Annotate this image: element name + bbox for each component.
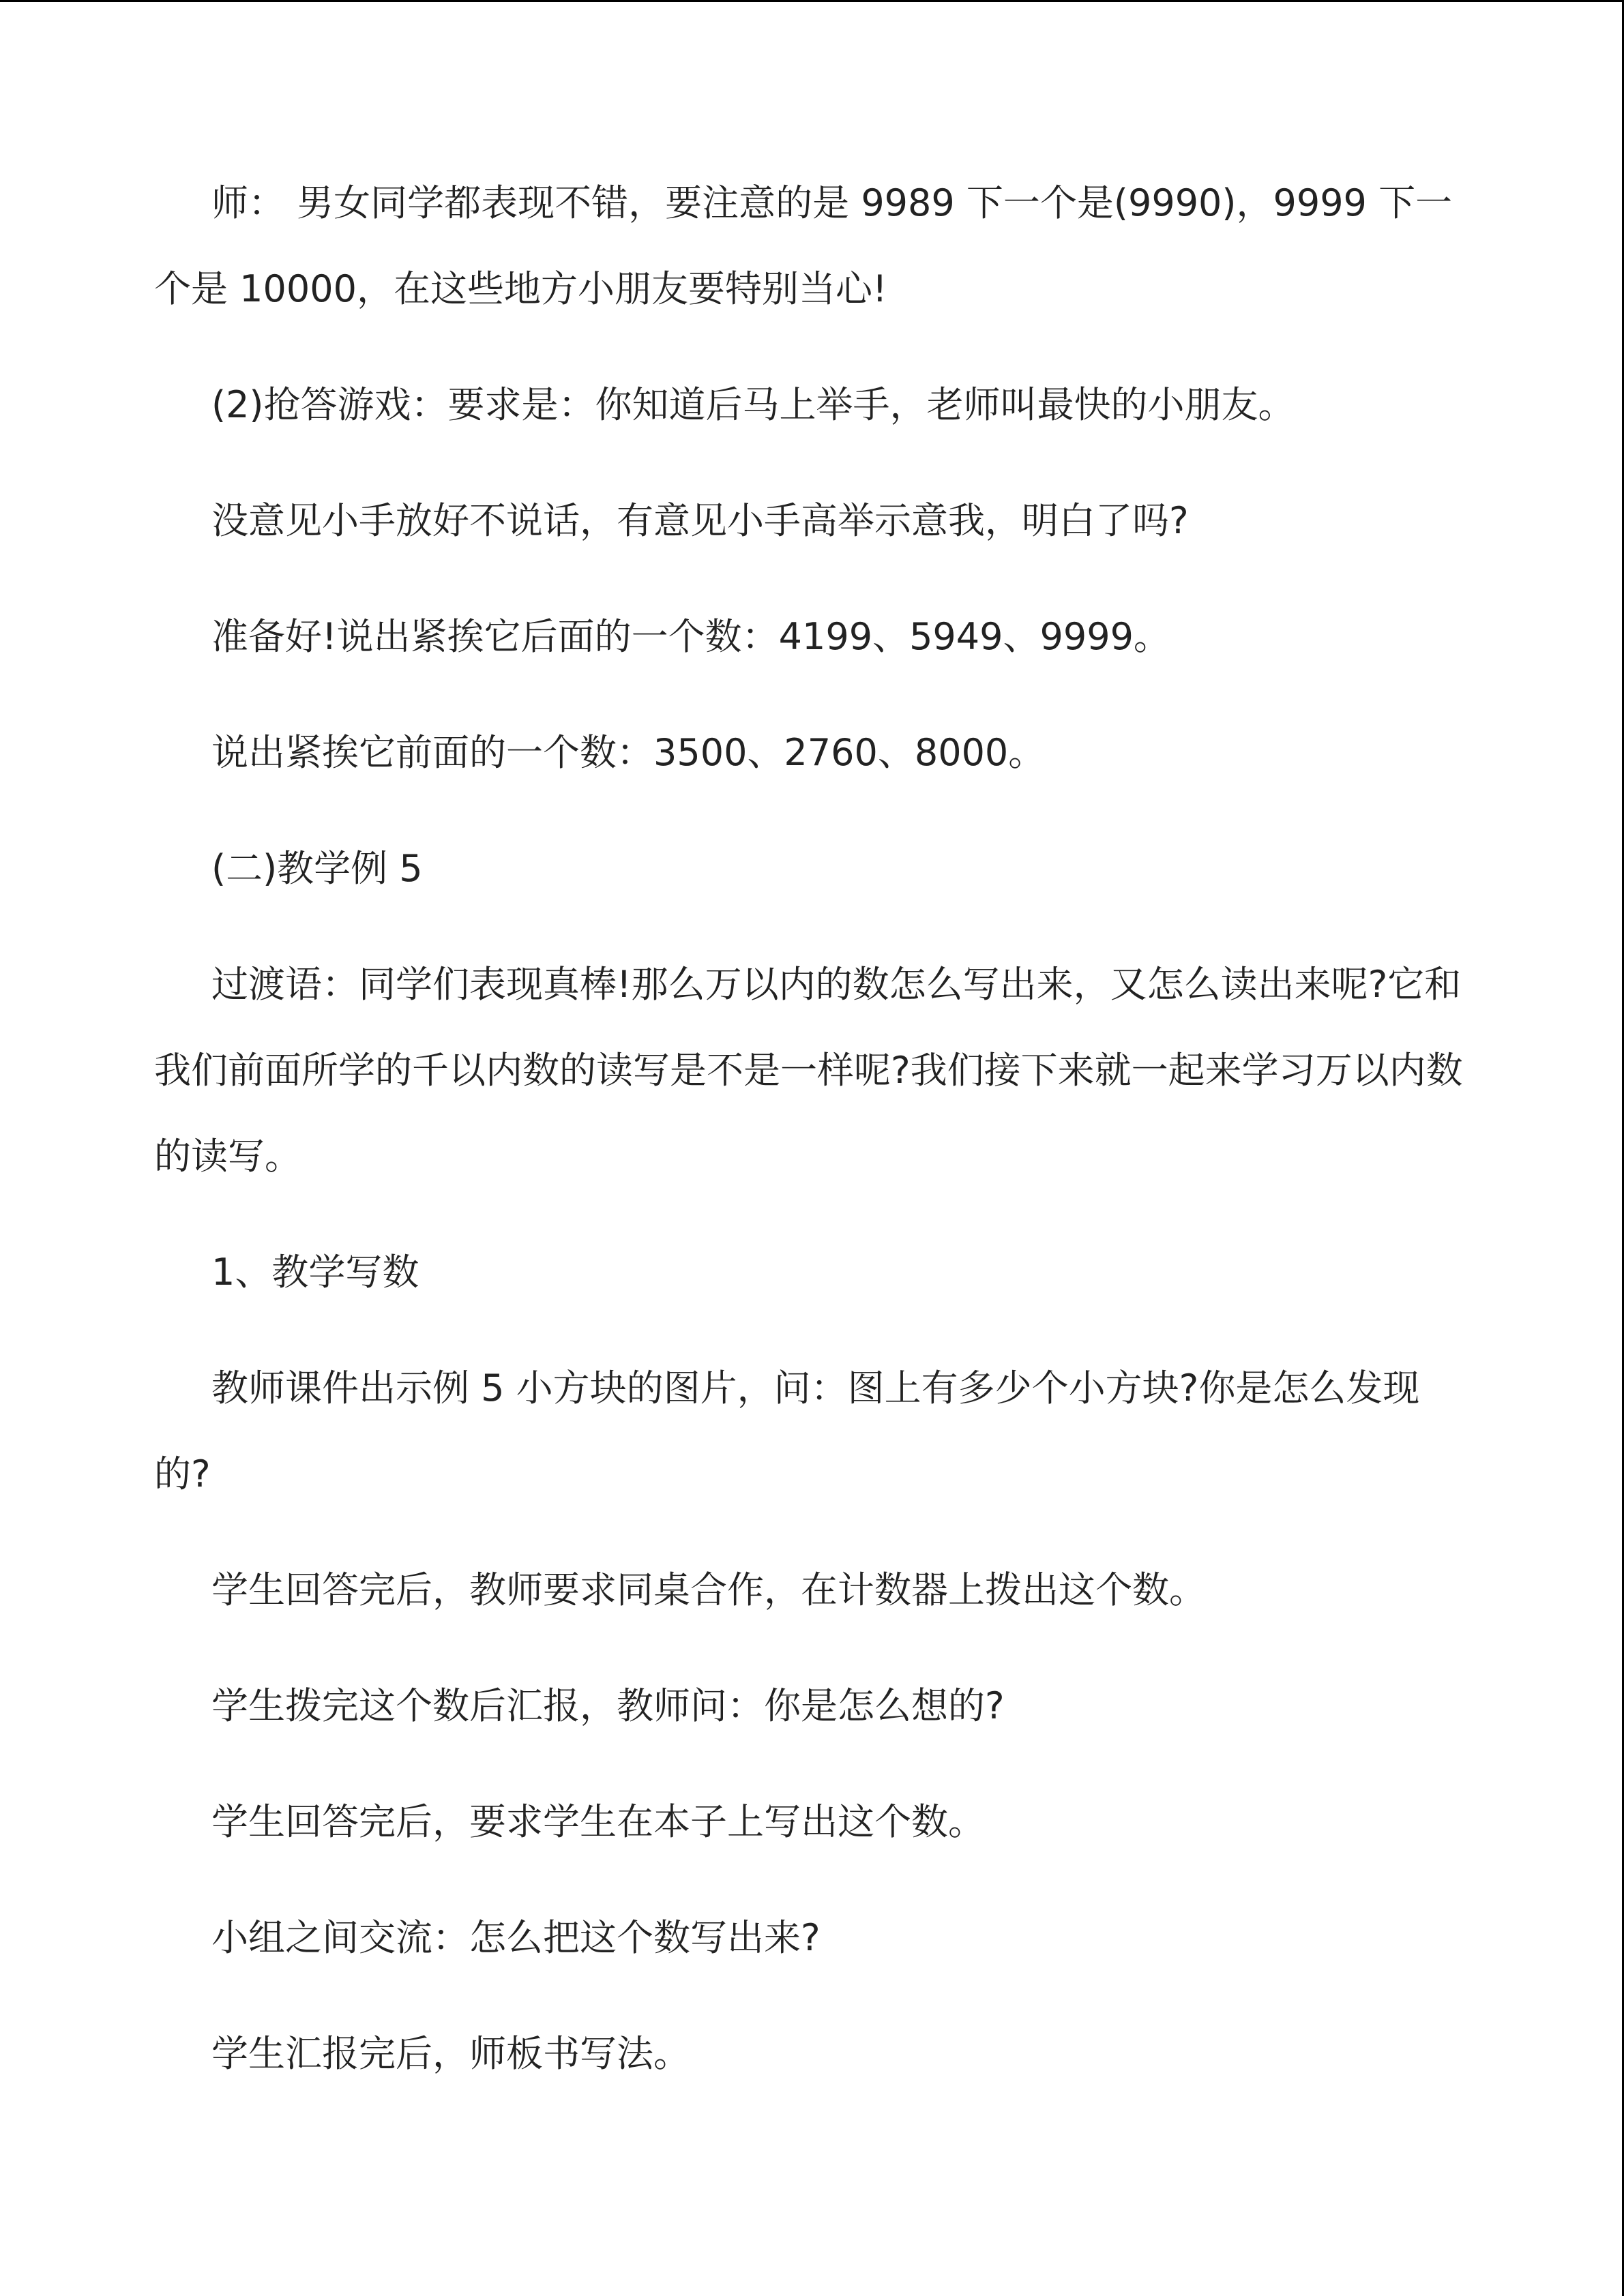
document-body (154, 160, 1475, 2127)
subsection-heading-writing-numbers: 1、教学写数 (211, 1251, 419, 1294)
paragraph-transition: 过渡语：同学们表现真棒!那么万以内的数怎么写出来，又怎么读出来呢?它和我们前面所学的千以内数的读写是不是一样呢?我们接下来就一起来学习万以内数的读写。 (154, 963, 1463, 1178)
section-heading-example-5: (二)教学例 5 (211, 847, 423, 890)
paragraph-quick-answer-game: (2)抢答游戏：要求是：你知道后马上举手，老师叫最快的小朋友。 (211, 383, 1295, 426)
paragraph-abacus-task: 学生回答完后，教师要求同桌合作，在计数器上拨出这个数。 (211, 1568, 1206, 1611)
paragraph-student-report: 学生拨完这个数后汇报，教师问：你是怎么想的? (211, 1684, 1005, 1727)
paragraph-teacher-remark: 师： 男女同学都表现不错，要注意的是 9989 下一个是(9990)，9999 下一个是 10000，在这些地方小朋友要特别当心! (154, 181, 1453, 310)
paragraph-courseware-question: 教师课件出示例 5 小方块的图片，问：图上有多少个小方块?你是怎么发现的? (154, 1367, 1420, 1495)
paragraph-previous-number-task: 说出紧挨它前面的一个数：3500、2760、8000。 (211, 731, 1046, 774)
paragraph-blackboard-writing: 学生汇报完后，师板书写法。 (211, 2032, 690, 2075)
paragraph-group-discussion: 小组之间交流：怎么把这个数写出来? (211, 1916, 821, 1959)
paragraph-write-in-notebook: 学生回答完后，要求学生在本子上写出这个数。 (211, 1800, 985, 1843)
paragraph-next-number-task: 准备好!说出紧挨它后面的一个数：4199、5949、9999。 (211, 615, 1170, 658)
paragraph-hand-signal-rule: 没意见小手放好不说话，有意见小手高举示意我，明白了吗? (211, 499, 1189, 542)
